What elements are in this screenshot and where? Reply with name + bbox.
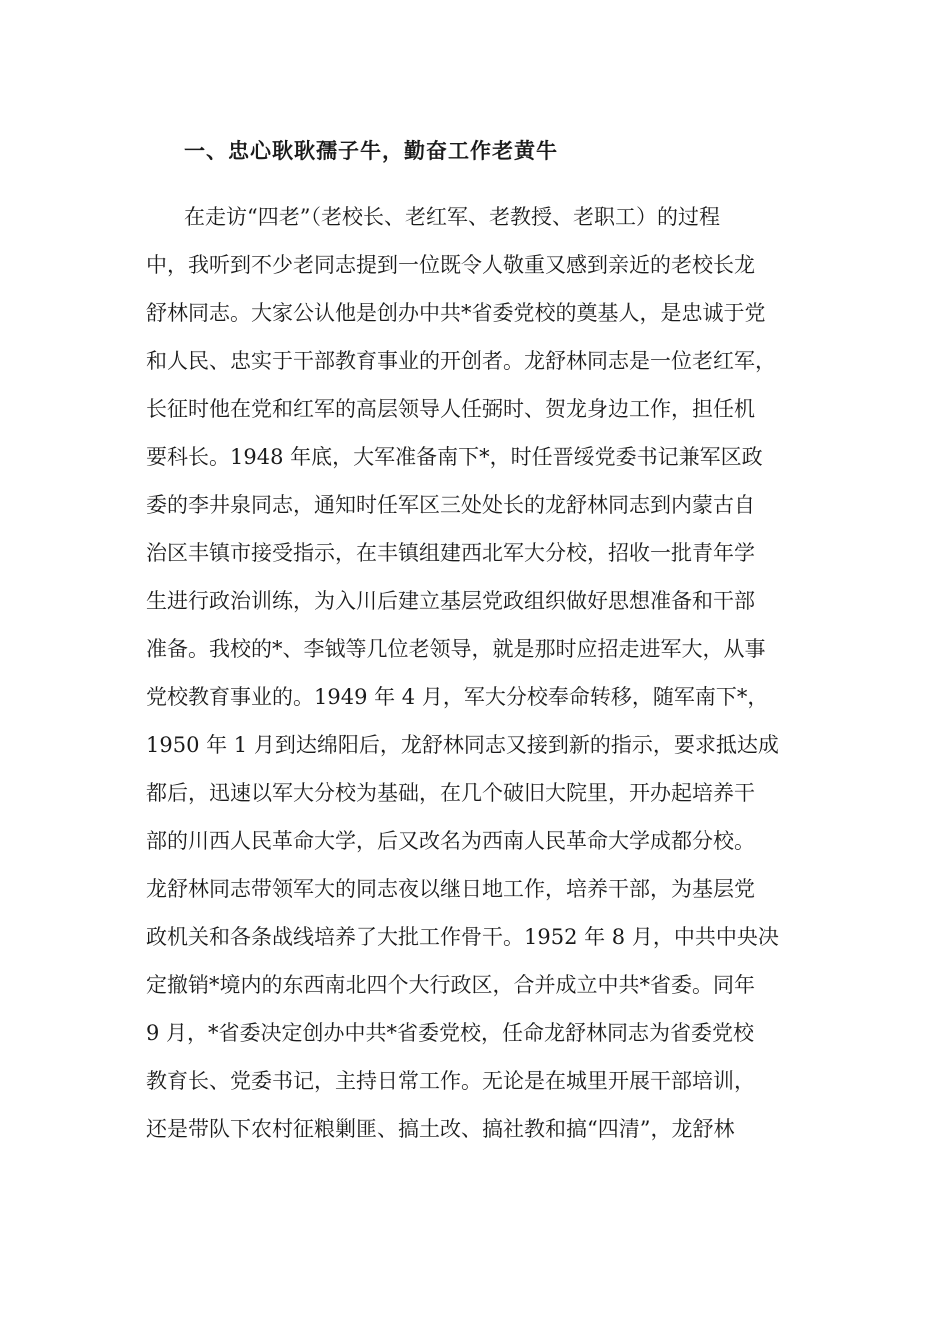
paragraph-line: 生进行政治训练，为入川后建立基层党政组织做好思想准备和干部: [146, 589, 755, 613]
paragraph-line: 中，我听到不少老同志提到一位既令人敬重又感到亲近的老校长龙: [146, 253, 755, 277]
paragraph-line: 要科长。1948 年底，大军准备南下*，时任晋绥党委书记兼军区政: [146, 445, 763, 469]
paragraph-line: 1950 年 1 月到达绵阳后，龙舒林同志又接到新的指示，要求抵达成: [146, 733, 779, 757]
paragraph-line: 长征时他在党和红军的高层领导人任弼时、贺龙身边工作，担任机: [146, 397, 755, 421]
paragraph-line: 9 月，*省委决定创办中共*省委党校，任命龙舒林同志为省委党校: [146, 1021, 755, 1045]
paragraph-line: 都后，迅速以军大分校为基础，在几个破旧大院里，开办起培养干: [146, 781, 755, 805]
paragraph-line: 舒林同志。大家公认他是创办中共*省委党校的奠基人，是忠诚于党: [146, 301, 766, 325]
paragraph-line: 还是带队下农村征粮剿匪、搞土改、搞社教和搞“四清”，龙舒林: [146, 1117, 735, 1141]
paragraph-line: 政机关和各条战线培养了大批工作骨干。1952 年 8 月，中共中央决: [146, 925, 779, 949]
paragraph-line: 龙舒林同志带领军大的同志夜以继日地工作，培养干部，为基层党: [146, 877, 755, 901]
paragraph-line: 在走访“四老”（老校长、老红军、老教授、老职工）的过程: [184, 205, 720, 229]
paragraph-line: 党校教育事业的。1949 年 4 月，军大分校奉命转移，随军南下*，: [146, 685, 769, 709]
paragraph-line: 定撤销*境内的东西南北四个大行政区，合并成立中共*省委。同年: [146, 973, 755, 997]
paragraph-line: 委的李井泉同志，通知时任军区三处处长的龙舒林同志到内蒙古自: [146, 493, 755, 517]
paragraph-line: 部的川西人民革命大学，后又改名为西南人民革命大学成都分校。: [146, 829, 755, 853]
section-heading: 一、忠心耿耿孺子牛，勤奋工作老黄牛: [184, 138, 558, 163]
paragraph-line: 治区丰镇市接受指示，在丰镇组建西北军大分校，招收一批青年学: [146, 541, 755, 565]
paragraph-line: 和人民、忠实于干部教育事业的开创者。龙舒林同志是一位老红军，: [146, 349, 776, 373]
paragraph-line: 教育长、党委书记，主持日常工作。无论是在城里开展干部培训，: [146, 1069, 755, 1093]
paragraph-line: 准备。我校的*、李钺等几位老领导，就是那时应招走进军大，从事: [146, 637, 766, 661]
